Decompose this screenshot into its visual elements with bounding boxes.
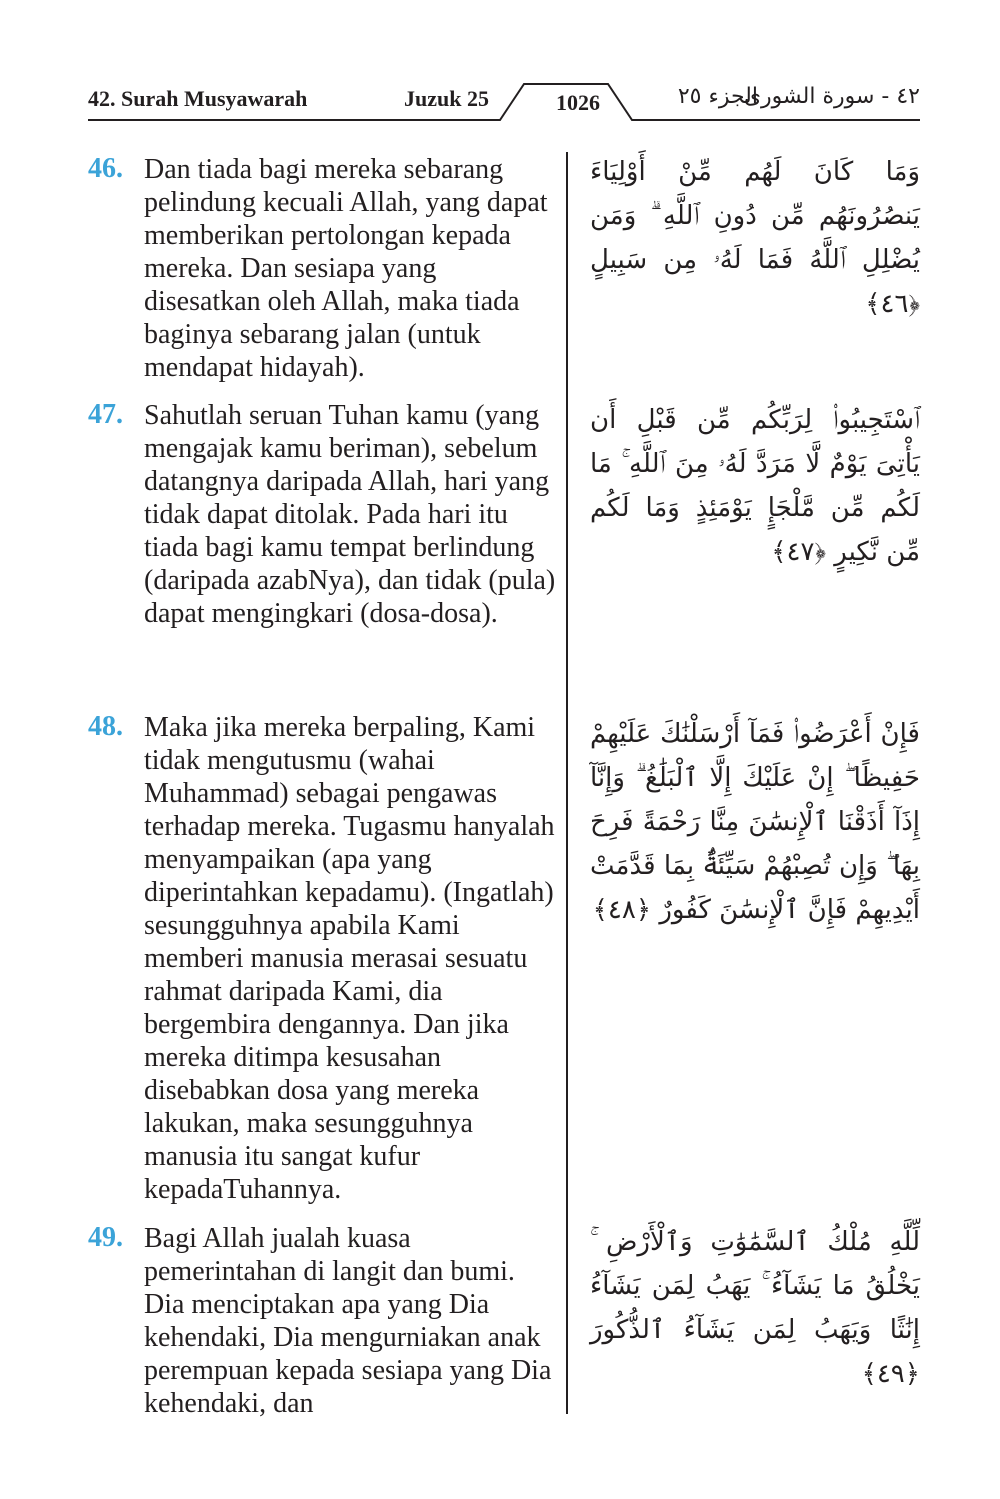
surah-title: 42. Surah Musyawarah — [88, 86, 308, 111]
verse-number: 48. — [88, 711, 123, 742]
verse-47-arabic: ٱسْتَجِيبُوا۟ لِرَبِّكُم مِّن قَبْلِ أَن يَأْتِىَ يَوْمٌ لَّا مَرَدَّ لَهُۥ مِنَ ٱللَّهِ ۚ مَا لَكُم مِّن مَّلْجَإٍ يَوْمَئِذٍ وَمَا لَكُم مِّن نَّكِيرٍ ﴿٤٧﴾ — [590, 405, 920, 567]
verse-number: 46. — [88, 153, 123, 184]
column-divider — [566, 152, 568, 1414]
verse-46 — [88, 153, 558, 384]
verse-49-arabic: لِّلَّهِ مُلْكُ ٱلسَّمَٰوَٰتِ وَٱلْأَرْضِ ۚ يَخْلُقُ مَا يَشَآءُ ۚ يَهَبُ لِمَن يَشَآءُ إِنَٰثًا وَيَهَبُ لِمَن يَشَآءُ ٱلذُّكُورَ ﴿٤٩﴾ — [590, 1227, 920, 1389]
verse-number: 49. — [88, 1222, 123, 1253]
page-number: 1026 — [556, 90, 600, 115]
verse-46-arabic: وَمَا كَانَ لَهُم مِّنْ أَوْلِيَاءَ يَنصُرُونَهُم مِّن دُونِ ٱللَّهِ ۗ وَمَن يُضْلِلِ ٱللَّهُ فَمَا لَهُۥ مِن سَبِيلٍ ﴿٤٦﴾ — [590, 157, 920, 319]
arabic-surah-title: ٤٢ - سورة الشورى — [743, 84, 920, 109]
arabic-juz-label: الجزء ٢٥ — [677, 84, 758, 109]
juzuk-label: Juzuk 25 — [404, 86, 489, 111]
verse-translation: Maka jika mereka berpaling, Kami tidak mengutusmu (wahai Muhammad) sebagai pengawas terhadap mereka. Tugasmu hanyalah menyampaikan (apa yang diperintahkan kepadamu). (Ingatlah) sesungguhnya apabila Kami memberi manusia merasai sesuatu rahmat daripada Kami, dia bergembira dengannya. Dan jika mereka ditimpa kesusahan disebabkan dosa yang mereka lakukan, maka sesungguhnya manusia itu sangat kufur kepadaTuhannya. — [144, 712, 555, 1205]
verse-number: 47. — [88, 399, 123, 430]
verse-translation: Bagi Allah jualah kuasa pemerintahan di langit dan bumi. Dia menciptakan apa yang Dia kehendaki, Dia mengurniakan anak perempuan kepada sesiapa yang Dia kehendaki, dan — [144, 1223, 552, 1419]
verse-translation: Sahutlah seruan Tuhan kamu (yang mengajak kamu beriman), sebelum datangnya daripada Allah, hari yang tidak dapat ditolak. Pada hari itu tiada bagi kamu tempat berlindung (daripada azabNya), dan tidak (pula) dapat mengingkari (dosa-dosa). — [144, 400, 556, 629]
verse-translation: Dan tiada bagi mereka sebarang pelindung kecuali Allah, yang dapat memberikan pertolongan kepada mereka. Dan sesiapa yang disesatkan oleh Allah, maka tiada baginya sebarang jalan (untuk mendapat hidayah). — [144, 154, 548, 383]
verse-49 — [88, 1222, 558, 1420]
verse-47 — [88, 399, 558, 630]
page-header — [88, 82, 920, 122]
verse-48 — [88, 711, 558, 1206]
verse-48-arabic: فَإِنْ أَعْرَضُوا۟ فَمَآ أَرْسَلْنَٰكَ عَلَيْهِمْ حَفِيظًا ۖ إِنْ عَلَيْكَ إِلَّا ٱلْبَلَٰغُ ۗ وَإِنَّآ إِذَآ أَذَقْنَا ٱلْإِنسَٰنَ مِنَّا رَحْمَةً فَرِحَ بِهَا ۖ وَإِن تُصِبْهُمْ سَيِّئَةٌۢ بِمَا قَدَّمَتْ أَيْدِيهِمْ فَإِنَّ ٱلْإِنسَٰنَ كَفُورٌ ﴿٤٨﴾ — [590, 719, 920, 925]
